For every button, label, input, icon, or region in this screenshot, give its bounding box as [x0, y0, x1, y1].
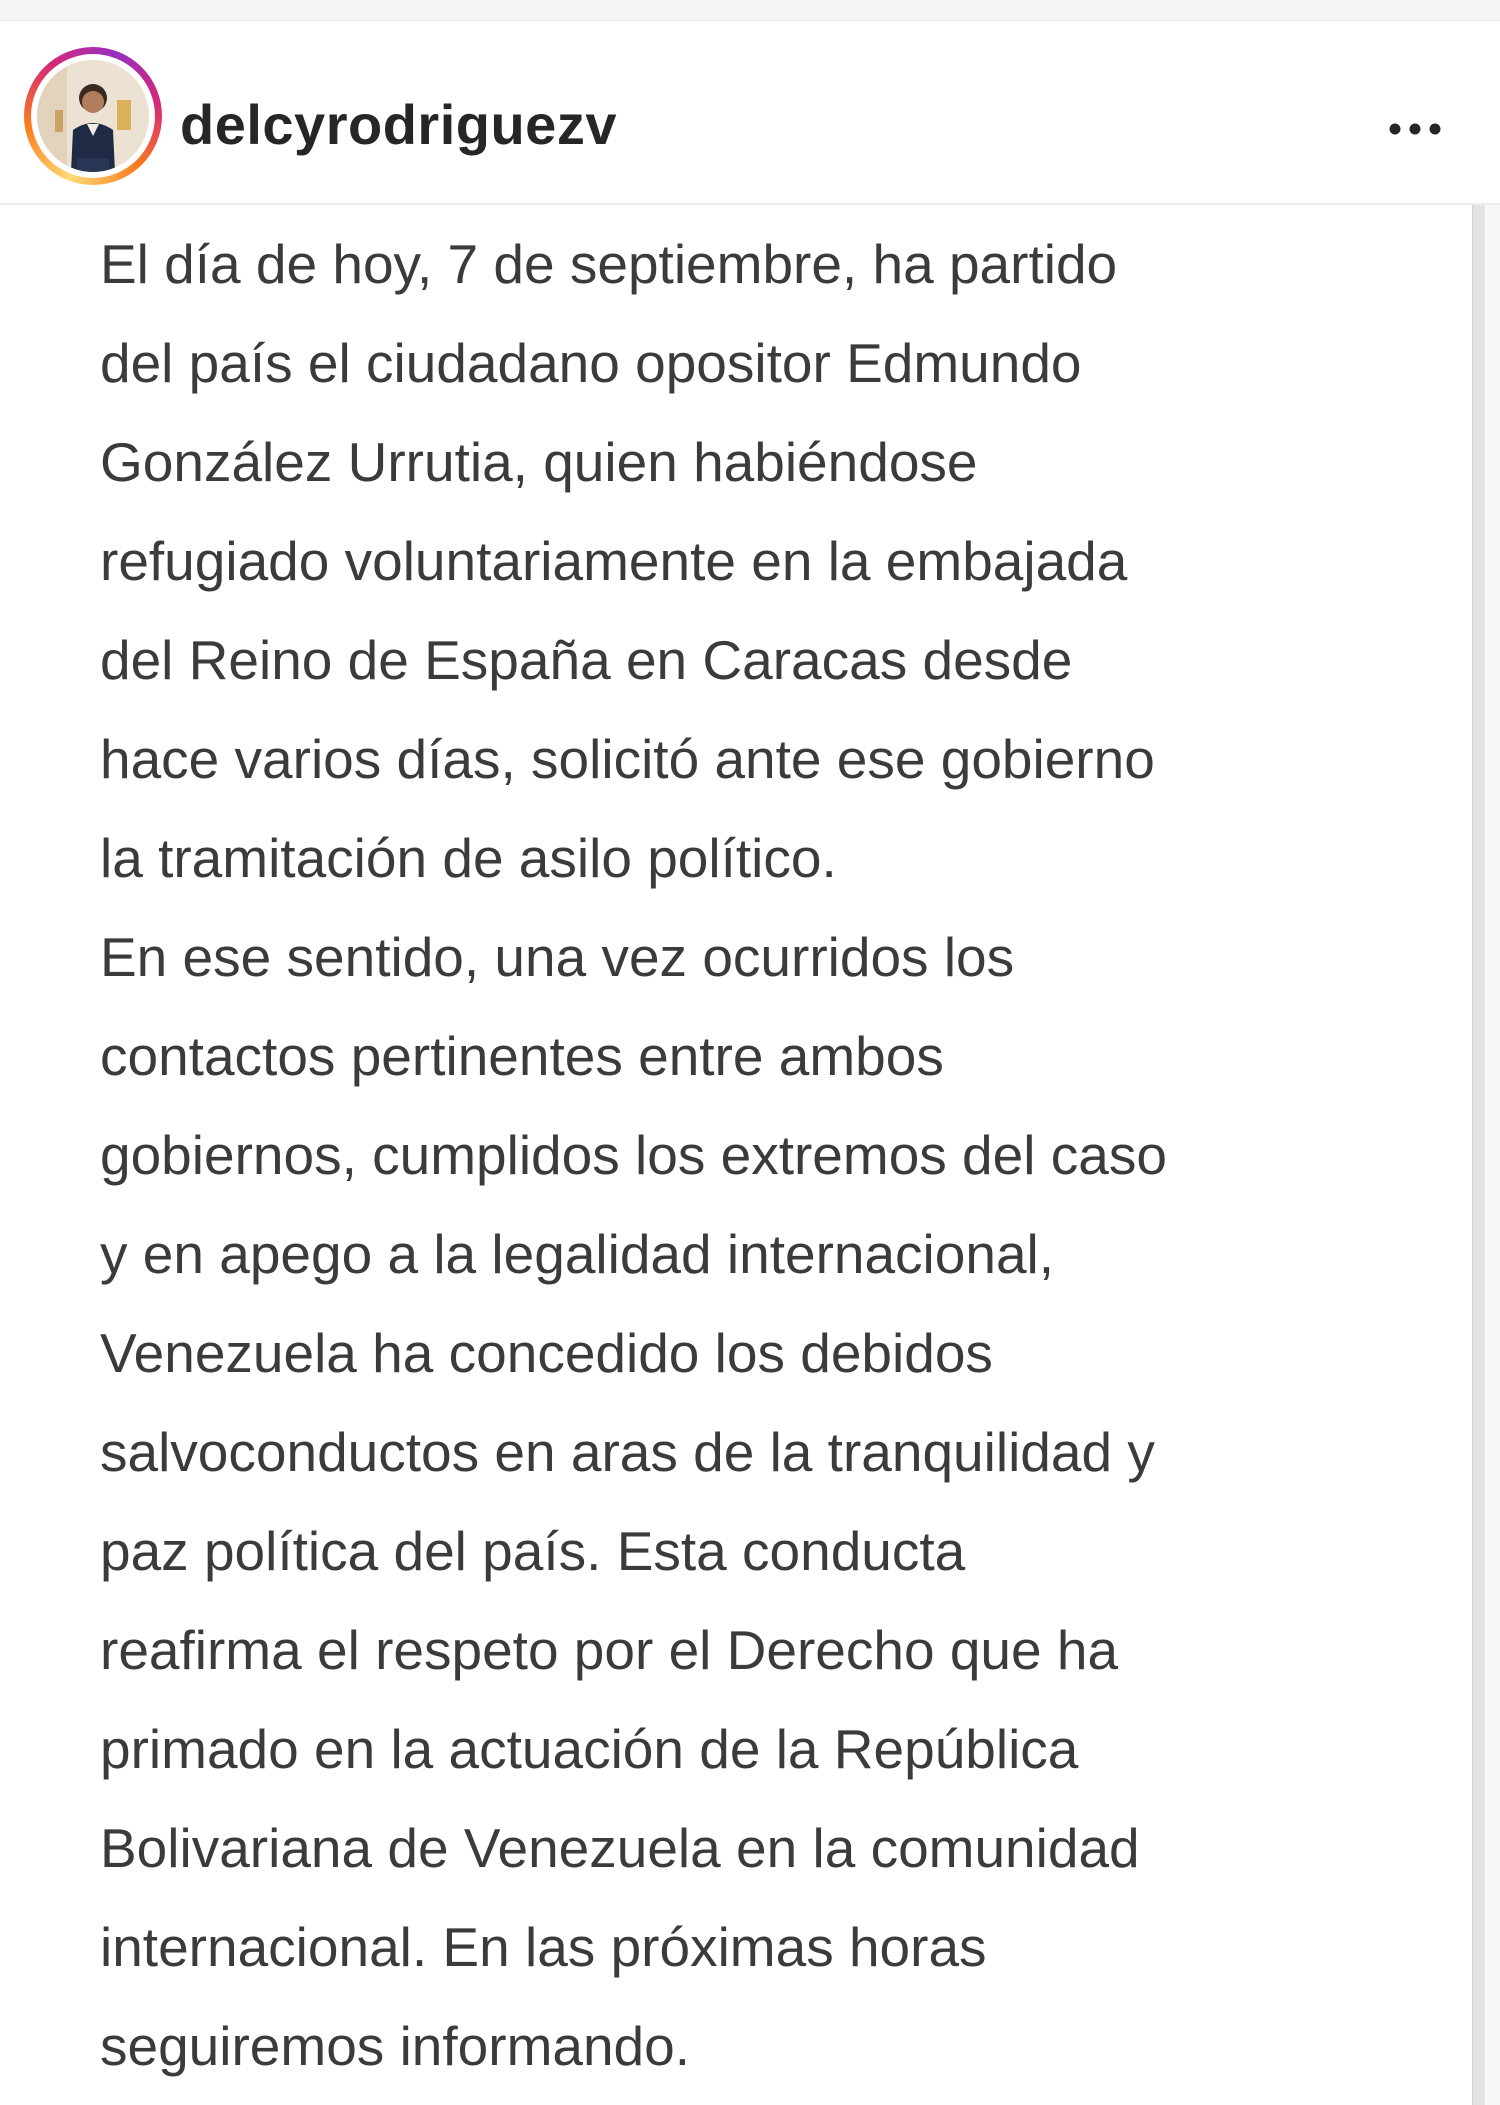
- avatar-gap: [31, 54, 155, 178]
- avatar[interactable]: [37, 60, 149, 172]
- more-options-button[interactable]: [1380, 109, 1450, 149]
- more-horizontal-icon: [1380, 109, 1450, 149]
- avatar-photo: [37, 60, 149, 172]
- scrollbar[interactable]: [1472, 205, 1485, 2105]
- username[interactable]: delcyrodriguezv: [180, 93, 617, 156]
- post-header: [0, 21, 1500, 205]
- story-ring[interactable]: [24, 47, 162, 185]
- scrollbar-edge: [1486, 205, 1500, 2105]
- top-strip: [0, 0, 1500, 21]
- post-caption: El día de hoy, 7 de septiembre, ha partido del país el ciudadano opositor Edmundo González Urrutia, quien habiéndose refugiado voluntariamente en la embajada del Reino de España en Caracas desde hace varios días, solicitó ante ese gobierno la tramitación de asilo político. En ese sentido, una vez ocurridos los contactos pertinentes entre ambos gobiernos, cumplidos los extremos del caso y en apego a la legalidad internacional, Venezuela ha concedido los debidos salvoconductos en aras de la tranquilidad y paz política del país. Esta conducta reafirma el respeto por el Derecho que ha primado en la actuación de la República Bolivariana de Venezuela en la comunidad internacional. En las próximas horas seguiremos informando.: [100, 233, 1167, 2077]
